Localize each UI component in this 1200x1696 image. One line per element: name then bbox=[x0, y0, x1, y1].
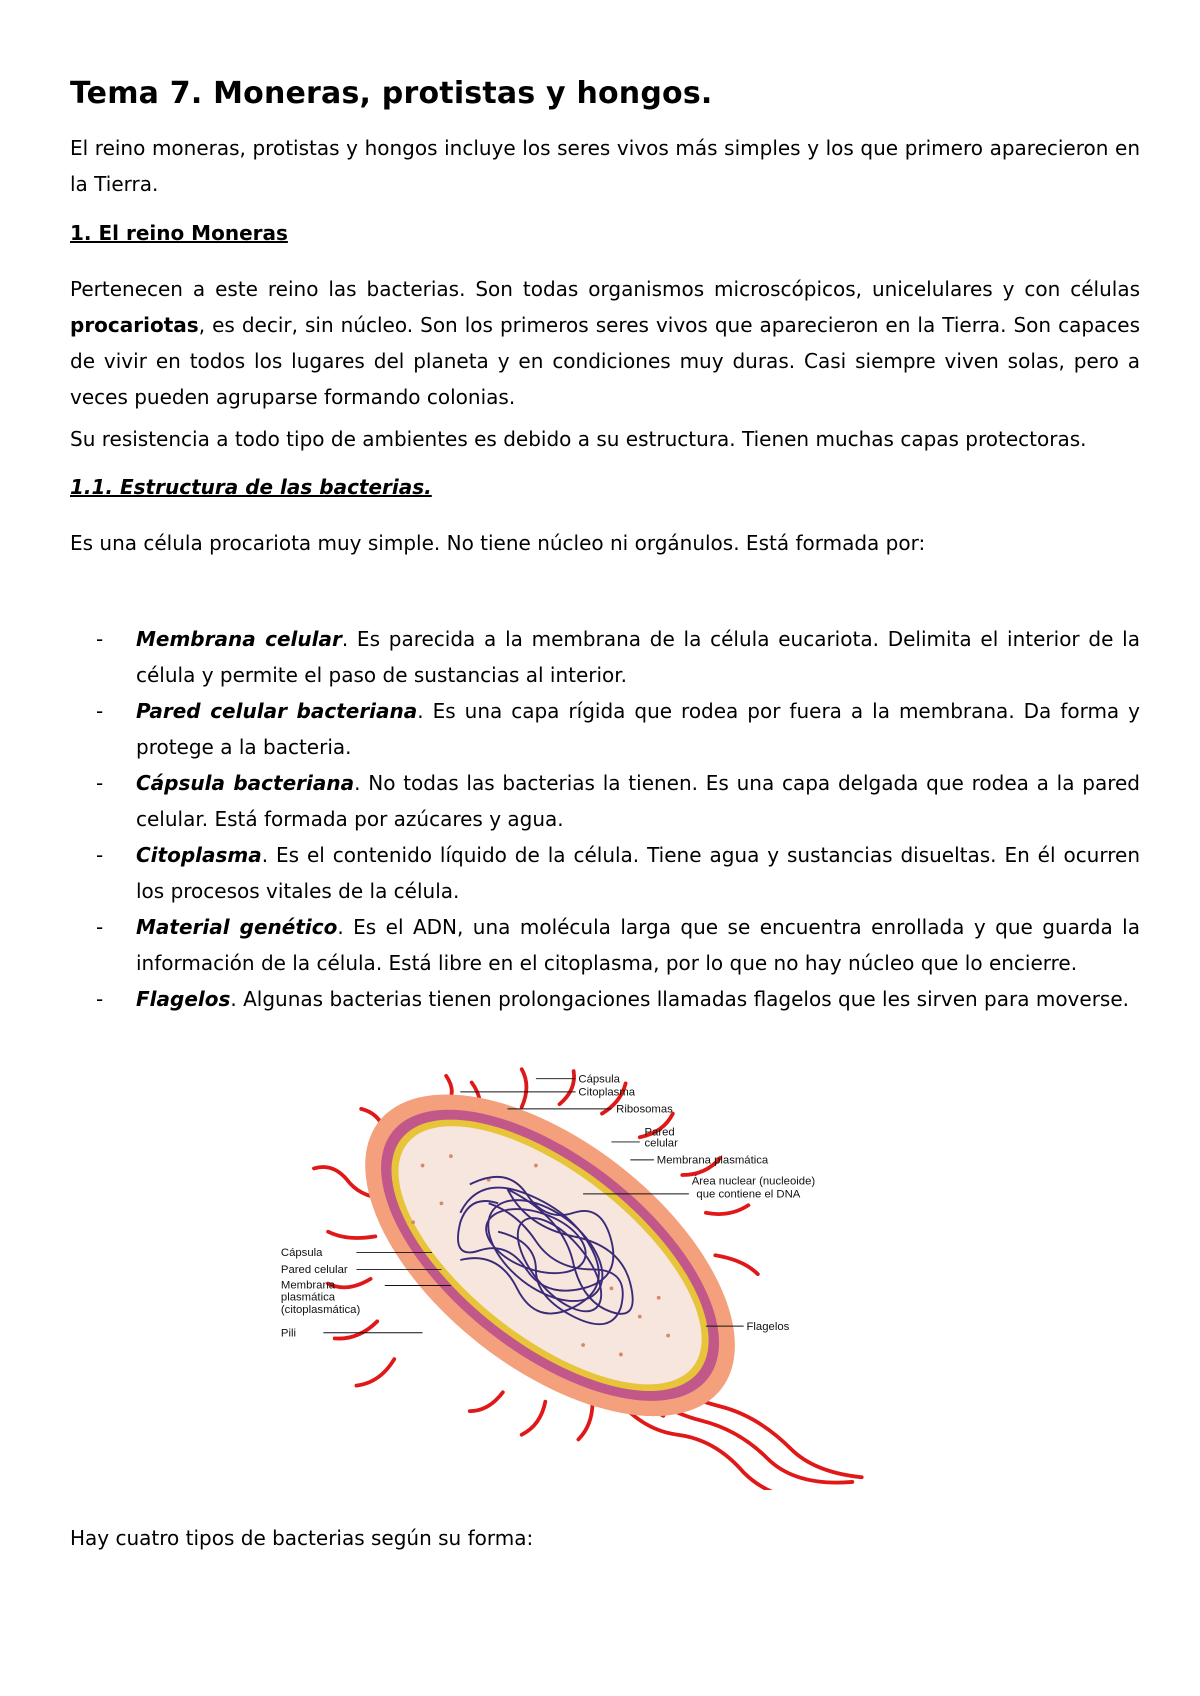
list-item: - Citoplasma. Es el contenido líquido de la célula. Tiene agua y sustancias disueltas. En él ocurren los procesos vitales de la célula. bbox=[96, 843, 1140, 903]
moneras-paragraph bbox=[70, 271, 1140, 415]
list-item-term: Flagelos bbox=[136, 987, 231, 1011]
list-item-term: Pared celular bacteriana bbox=[136, 699, 418, 723]
list-item: - Cápsula bacteriana. No todas las bacterias la tienen. Es una capa delgada que rodea a la pared celular. Está formada por azúcares y agua. bbox=[96, 771, 1140, 831]
label-membrana-3: (citoplasmática) bbox=[280, 1303, 361, 1316]
list-item: - Pared celular bacteriana. Es una capa rígida que rodea por fuera a la membrana. Da forma y protege a la bacteria. bbox=[96, 699, 1140, 759]
resistencia-paragraph: Su resistencia a todo tipo de ambientes es debido a su estructura. Tienen muchas capas protectoras. bbox=[70, 427, 1087, 451]
list-item-text: . Es el ADN, una molécula larga que se encuentra enrollada y que guarda la información de la célula. Está libre en el citoplasma, por lo que no hay núcleo que lo encierre. bbox=[136, 915, 1140, 975]
intro-paragraph: El reino moneras, protistas y hongos incluye los seres vivos más simples y los que primero aparecieron en la Tierra. bbox=[70, 136, 1140, 196]
estructura-intro: Es una célula procariota muy simple. No tiene núcleo ni orgánulos. Está formada por: bbox=[70, 531, 926, 555]
list-item: - Membrana celular. Es parecida a la membrana de la célula eucariota. Delimita el interior de la célula y permite el paso de sustancias al interior. bbox=[96, 627, 1140, 687]
label-area-nuclear-2: que contiene el DNA bbox=[696, 1188, 801, 1201]
closing-paragraph: Hay cuatro tipos de bacterias según su forma: bbox=[70, 1526, 534, 1550]
structure-list bbox=[70, 621, 1140, 1017]
list-item-text: . Es parecida a la membrana de la célula eucariota. Delimita el interior de la célula y permite el paso de sustancias al interior. bbox=[136, 627, 1140, 687]
label-membrana-2: plasmática bbox=[280, 1291, 336, 1304]
section-heading-moneras: 1. El reino Moneras bbox=[70, 221, 288, 245]
bacteria-illustration bbox=[262, 1030, 942, 1490]
list-item-term: Citoplasma bbox=[136, 843, 262, 867]
label-pared-2: celular bbox=[644, 1137, 678, 1150]
label-citoplasma: Citoplasma bbox=[578, 1086, 636, 1099]
list-item-text: . Es una capa rígida que rodea por fuera a la membrana. Da forma y protege a la bacteria. bbox=[136, 699, 1140, 759]
moneras-text-b: , es decir, sin núcleo. Son los primeros seres vivos que aparecieron en la Tierra. Son capaces de vivir en todos los lugares del planeta y en condiciones muy duras. Casi siempre viven solas, pero a veces pueden agruparse formando colonias. bbox=[70, 313, 1140, 409]
list-item-text: . No todas las bacterias la tienen. Es una capa delgada que rodea a la pared celular. Está formada por azúcares y agua. bbox=[136, 771, 1140, 831]
list-item-term: Cápsula bacteriana bbox=[136, 771, 355, 795]
label-flagelos: Flagelos bbox=[746, 1320, 790, 1333]
label-pared-1: Pared bbox=[644, 1126, 675, 1139]
moneras-text-a: Pertenecen a este reino las bacterias. Son todas organismos microscópicos, unicelulares y con células bbox=[70, 277, 1140, 301]
bacteria-diagram bbox=[262, 1030, 942, 1490]
list-item: - Material genético. Es el ADN, una molécula larga que se encuentra enrollada y que guarda la información de la célula. Está libre en el citoplasma, por lo que no hay núcleo que lo encierre. bbox=[96, 915, 1140, 975]
subsection-heading-estructura: 1.1. Estructura de las bacterias. bbox=[70, 475, 432, 499]
label-ribosomas: Ribosomas bbox=[616, 1103, 673, 1116]
list-item: - Flagelos. Algunas bacterias tienen prolongaciones llamadas flagelos que les sirven para moverse. bbox=[96, 987, 1129, 1011]
page-title: Tema 7. Moneras, protistas y hongos. bbox=[70, 76, 713, 111]
list-item-text: . Es el contenido líquido de la célula. Tiene agua y sustancias disueltas. En él ocurren los procesos vitales de la célula. bbox=[136, 843, 1140, 903]
label-membrana-plasmatica: Membrana plasmática bbox=[656, 1154, 769, 1167]
list-item-text: . Algunas bacterias tienen prolongaciones llamadas flagelos que les sirven para moverse. bbox=[230, 987, 1129, 1011]
procariotas-term: procariotas bbox=[70, 313, 199, 337]
label-capsula-right: Cápsula bbox=[578, 1073, 620, 1086]
list-item-term: Material genético bbox=[136, 915, 338, 939]
label-pared-celular-left: Pared celular bbox=[280, 1264, 348, 1277]
label-area-nuclear-1: Área nuclear (nucleoide) bbox=[691, 1175, 816, 1188]
label-membrana-1: Membrana bbox=[280, 1279, 336, 1292]
label-pili: Pili bbox=[280, 1327, 296, 1340]
list-item-term: Membrana celular bbox=[136, 627, 342, 651]
label-capsula-left: Cápsula bbox=[280, 1247, 323, 1260]
